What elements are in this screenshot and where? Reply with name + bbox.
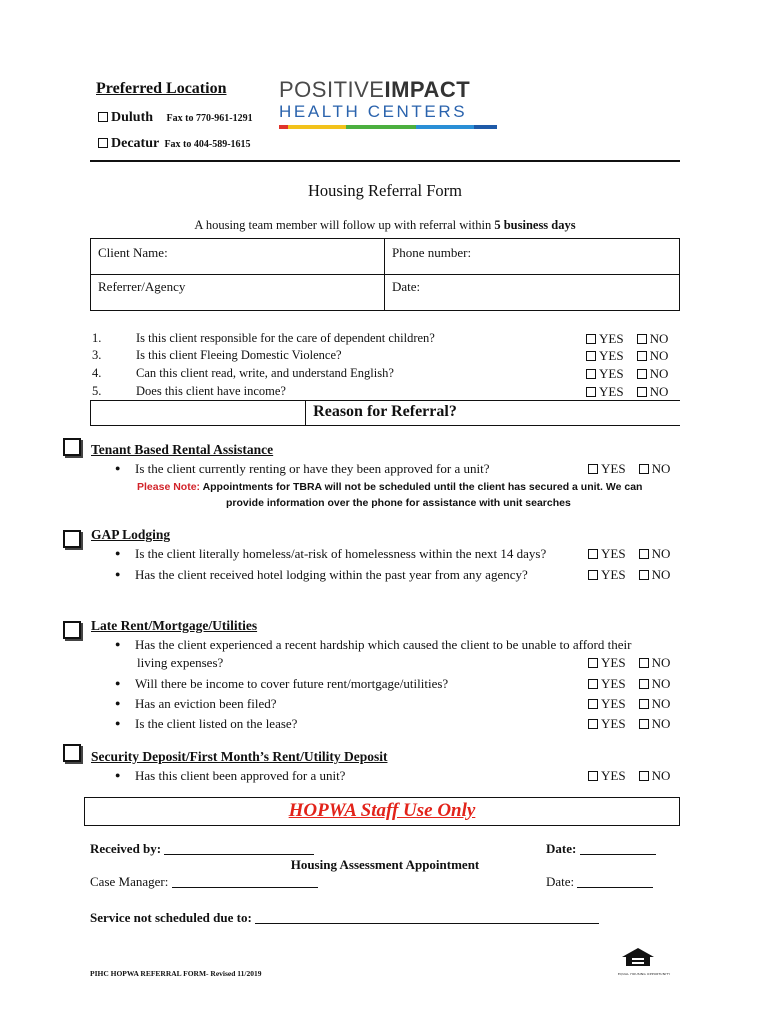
followup-text: A housing team member will follow up with referral within [194,218,492,232]
question-text: Does this client have income? [136,384,286,398]
yes-no-gap-1 [588,546,670,562]
case-manager-field[interactable] [90,874,318,890]
yes-option[interactable] [588,768,626,783]
tbra-note [137,481,642,493]
case-manager-label: Case Manager: [90,874,169,889]
tbra-checkbox[interactable] [63,438,81,456]
yes-label: YES [599,348,624,363]
equal-housing-logo [618,947,671,976]
housing-assessment-heading: Housing Assessment Appointment [290,857,480,872]
yes-label: YES [601,461,626,476]
yes-checkbox[interactable] [588,699,598,709]
yes-no-late-3 [588,696,670,712]
decatur-fax: Fax to 404-589-1615 [164,139,251,150]
no-label: NO [651,768,671,783]
table-col-divider [384,239,385,310]
received-by-field[interactable] [90,841,314,857]
yes-option[interactable] [588,716,626,731]
location-duluth-option[interactable] [98,110,253,126]
no-option[interactable] [639,716,671,731]
question-4 [92,366,394,381]
no-option[interactable] [639,567,671,582]
no-label: NO [651,716,671,731]
yes-label: YES [601,768,626,783]
deposit-question-1 [115,768,346,784]
no-checkbox[interactable] [637,369,647,379]
no-label: NO [651,655,671,670]
equal-housing-house-icon [618,947,658,967]
question-text: Has this client been approved for a unit? [135,768,346,783]
note-text-1: Appointments for TBRA will not be scheduled until the client has secured a unit. We can [202,481,643,493]
followup-note [0,218,770,233]
no-option[interactable] [639,546,671,561]
late-rent-checkbox[interactable] [63,621,81,639]
note-label: Please Note: [137,481,201,493]
yes-checkbox[interactable] [588,549,598,559]
no-checkbox[interactable] [639,549,649,559]
yes-checkbox[interactable] [586,369,596,379]
deposit-title: Security Deposit/First Month’s Rent/Utility Deposit [91,749,388,764]
no-checkbox[interactable] [639,771,649,781]
date-field[interactable]: Date: [392,279,421,294]
yes-checkbox[interactable] [588,679,598,689]
yes-checkbox[interactable] [588,771,598,781]
staff-date-field[interactable] [546,841,656,857]
bullet-icon: ● [115,698,121,708]
no-option[interactable] [639,461,671,476]
not-scheduled-line[interactable] [255,923,599,924]
bullet-icon: ● [115,718,121,728]
appointment-date-label: Date: [546,874,575,889]
yes-label: YES [601,716,626,731]
yes-option[interactable] [588,655,626,670]
gap-question-2 [115,567,528,583]
no-checkbox[interactable] [639,570,649,580]
yes-option[interactable] [588,546,626,561]
no-option[interactable] [637,384,669,399]
gap-lodging-checkbox[interactable] [63,530,81,548]
received-by-label: Received by: [90,841,162,856]
not-scheduled-field[interactable] [90,910,599,926]
appointment-date-field[interactable] [546,874,653,890]
staff-date-line[interactable] [580,854,656,855]
logo-bar-navy [474,125,497,129]
yes-no-q3 [586,348,668,364]
footer-revision: PIHC HOPWA REFERRAL FORM- Revised 11/2019 [90,969,262,978]
question-text: Is the client currently renting or have they been approved for a unit? [135,461,490,476]
positive-impact-logo [279,78,501,129]
logo-color-bar [279,125,497,129]
yes-label: YES [599,384,624,399]
no-label: NO [651,567,671,582]
yes-no-late-4 [588,716,670,732]
yes-label: YES [601,546,626,561]
question-text: Is this client responsible for the care of dependent children? [136,331,435,345]
yes-label: YES [599,366,624,381]
no-option[interactable] [637,366,669,381]
logo-bar-blue [416,125,474,129]
question-text: Is this client Fleeing Domestic Violence? [136,348,342,362]
header-divider [90,160,680,162]
no-label: NO [651,461,671,476]
yes-label: YES [601,696,626,711]
no-checkbox[interactable] [639,719,649,729]
no-option[interactable] [639,676,671,691]
question-text: Is the client literally homeless/at-risk of homelessness within the next 14 days? [135,546,547,561]
no-checkbox[interactable] [639,464,649,474]
yes-label: YES [601,655,626,670]
yes-option[interactable] [586,384,624,399]
received-by-line[interactable] [164,854,314,855]
followup-days: 5 business days [494,218,576,232]
no-option[interactable] [637,348,669,363]
yes-option[interactable] [588,676,626,691]
phone-number-field[interactable]: Phone number: [392,245,472,260]
preferred-location-heading: Preferred Location [96,80,227,97]
question-number: 5. [92,384,102,398]
yes-option[interactable] [586,331,624,346]
case-manager-line[interactable] [172,887,318,888]
bullet-icon: ● [115,639,121,649]
question-text: Will there be income to cover future rent/mortgage/utilities? [135,676,449,691]
no-checkbox[interactable] [639,658,649,668]
yes-no-gap-2 [588,567,670,583]
yes-checkbox[interactable] [588,658,598,668]
logo-bar-red [279,125,288,129]
question-3 [92,348,342,363]
no-checkbox[interactable] [639,679,649,689]
yes-option[interactable] [588,567,626,582]
question-text: Has the client received hotel lodging within the past year from any agency? [135,567,528,582]
yes-no-q5 [586,384,668,400]
appointment-date-line[interactable] [577,887,653,888]
yes-label: YES [599,331,624,346]
no-label: NO [651,676,671,691]
equal-housing-text: EQUAL HOUSING OPPORTUNITY [618,972,671,976]
bullet-icon: ● [115,770,121,780]
yes-option[interactable] [588,461,626,476]
referrer-agency-field[interactable]: Referrer/Agency [98,279,186,294]
yes-label: YES [601,676,626,691]
logo-text-positive: POSITIVE [279,77,385,102]
duluth-label: Duluth [111,110,154,125]
staff-use-heading-box [84,797,680,826]
yes-no-deposit-1 [588,768,670,784]
no-checkbox[interactable] [639,699,649,709]
decatur-checkbox[interactable] [98,138,108,148]
yes-checkbox[interactable] [586,334,596,344]
yes-no-q4 [586,366,668,382]
no-label: NO [649,366,669,381]
yes-no-late-1 [588,655,670,671]
question-text: Has an eviction been filed? [135,696,277,711]
question-1 [92,331,435,346]
question-text: Has the client experienced a recent hardship which caused the client to be unable to afford their [135,637,632,652]
reason-heading: Reason for Referral? [313,403,457,420]
no-option[interactable] [639,696,671,711]
bullet-icon: ● [115,678,121,688]
not-scheduled-label: Service not scheduled due to: [90,910,252,925]
question-number: 3. [92,348,102,362]
decatur-label: Decatur [111,136,159,151]
no-checkbox[interactable] [637,334,647,344]
no-label: NO [649,331,669,346]
late-question-2 [115,676,449,692]
duluth-fax: Fax to 770-961-1291 [166,113,253,124]
late-question-1 [115,637,632,653]
deposit-checkbox[interactable] [63,744,81,762]
late-question-4 [115,716,298,732]
yes-checkbox[interactable] [588,464,598,474]
duluth-checkbox[interactable] [98,112,108,122]
gap-lodging-title: GAP Lodging [91,527,171,542]
no-label: NO [651,546,671,561]
table-row-divider [91,274,679,275]
tbra-title: Tenant Based Rental Assistance [91,442,274,457]
logo-bar-yellow [288,125,346,129]
no-option[interactable] [639,768,671,783]
no-label: NO [651,696,671,711]
logo-text-health-centers: HEALTH CENTERS [279,102,468,121]
gap-question-1 [115,546,547,562]
question-number: 1. [92,331,102,345]
bullet-icon: ● [115,548,121,558]
tbra-question-1 [115,461,490,477]
yes-no-tbra-1 [588,461,670,477]
question-5 [92,384,286,399]
no-checkbox[interactable] [637,387,647,397]
bullet-icon: ● [115,463,121,473]
yes-option[interactable] [588,696,626,711]
logo-text-impact: IMPACT [384,77,471,102]
no-label: NO [649,384,669,399]
yes-no-late-2 [588,676,670,692]
question-number: 4. [92,366,102,380]
client-name-field[interactable]: Client Name: [98,245,168,260]
reason-heading-bar [90,400,680,426]
tbra-note-line-2: provide information over the phone for assistance with unit searches [226,497,571,509]
client-info-table [90,238,680,311]
late-question-3 [115,696,277,712]
no-checkbox[interactable] [637,351,647,361]
yes-checkbox[interactable] [588,570,598,580]
staff-use-heading: HOPWA Staff Use Only [288,800,476,821]
yes-checkbox[interactable] [588,719,598,729]
yes-checkbox[interactable] [586,351,596,361]
yes-option[interactable] [586,348,624,363]
late-rent-title: Late Rent/Mortgage/Utilities [91,618,258,633]
question-text: Can this client read, write, and understand English? [136,366,394,380]
late-question-1-cont: living expenses? [137,655,224,670]
form-title: Housing Referral Form [308,181,462,200]
logo-bar-green [346,125,416,129]
question-text: Is the client listed on the lease? [135,716,298,731]
no-option[interactable] [637,331,669,346]
yes-option[interactable] [586,366,624,381]
yes-no-q1 [586,331,668,347]
location-decatur-option[interactable] [98,136,251,152]
no-option[interactable] [639,655,671,670]
no-label: NO [649,348,669,363]
bullet-icon: ● [115,569,121,579]
yes-label: YES [601,567,626,582]
staff-date-label: Date: [546,841,577,856]
yes-checkbox[interactable] [586,387,596,397]
